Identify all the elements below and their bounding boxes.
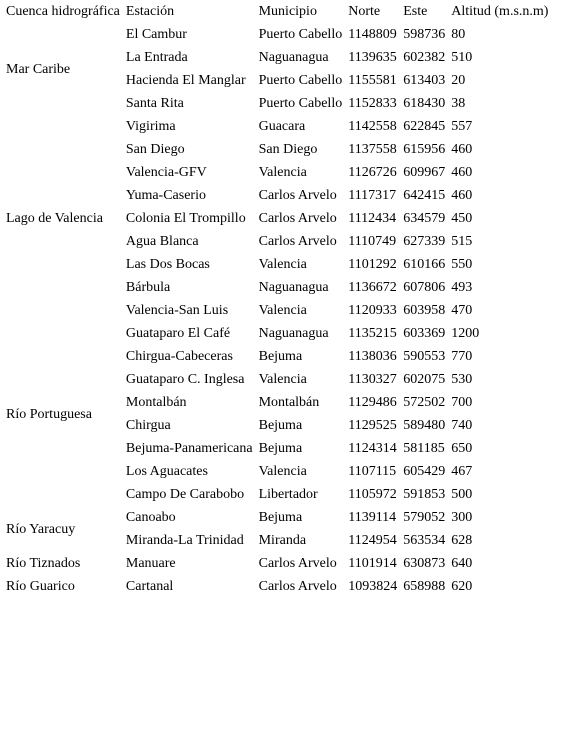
altitude-cell: 38: [451, 96, 466, 111]
municipality-cell: Valencia: [258, 165, 307, 180]
municipality-cell: Puerto Cabello: [258, 27, 343, 42]
table-row: [3, 506, 551, 529]
north-cell: 1101914: [348, 556, 397, 571]
basin-cell: Río Guarico: [6, 579, 75, 594]
basin-cell: Lago de Valencia: [6, 211, 103, 226]
east-cell: 615956: [403, 142, 446, 157]
station-cell: Manuare: [125, 556, 176, 571]
station-cell: Chirgua-Cabeceras: [125, 349, 233, 364]
station-cell: Campo De Carabobo: [125, 487, 245, 502]
east-cell: 572502: [403, 395, 446, 410]
station-cell: Los Aguacates: [125, 464, 208, 479]
north-cell: 1139114: [348, 510, 397, 525]
north-cell: 1152833: [348, 96, 397, 111]
basin-cell: Mar Caribe: [6, 61, 71, 77]
header-north: Norte: [348, 4, 381, 19]
east-cell: 607806: [403, 280, 446, 295]
station-cell: San Diego: [125, 142, 185, 157]
station-cell: Canoabo: [125, 510, 176, 525]
east-cell: 589480: [403, 418, 446, 433]
municipality-cell: Libertador: [258, 487, 318, 502]
table-row: [3, 575, 551, 598]
basin-cell: Río Yaracuy: [6, 521, 76, 537]
header-municipality: Municipio: [258, 4, 317, 19]
header-station: Estación: [125, 4, 175, 19]
municipality-cell: Bejuma: [258, 441, 303, 456]
station-cell: Valencia-GFV: [125, 165, 207, 180]
east-cell: 598736: [403, 27, 446, 42]
north-cell: 1138036: [348, 349, 397, 364]
north-cell: 1093824: [348, 579, 398, 594]
east-cell: 634579: [403, 211, 446, 226]
north-cell: 1137558: [348, 142, 397, 157]
east-cell: 605429: [403, 464, 446, 479]
municipality-cell: Carlos Arvelo: [258, 211, 337, 226]
municipality-cell: Puerto Cabello: [258, 73, 343, 88]
municipality-cell: Valencia: [258, 372, 307, 387]
municipality-cell: Valencia: [258, 464, 307, 479]
header-basin: Cuenca hidrográfica: [6, 4, 120, 19]
altitude-cell: 510: [451, 50, 473, 65]
basin-cell: Río Tiznados: [6, 556, 81, 571]
altitude-cell: 557: [451, 119, 473, 134]
north-cell: 1107115: [348, 464, 397, 479]
north-cell: 1148809: [348, 27, 397, 42]
stations-table: [3, 0, 551, 598]
north-cell: 1142558: [348, 119, 397, 134]
station-cell: Guataparo C. Inglesa: [125, 372, 245, 387]
north-cell: 1126726: [348, 165, 397, 180]
station-cell: Las Dos Bocas: [125, 257, 210, 272]
altitude-cell: 493: [451, 280, 473, 295]
east-cell: 609967: [403, 165, 446, 180]
municipality-cell: Guacara: [258, 119, 306, 134]
header-altitude: Altitud (m.s.n.m): [451, 4, 549, 19]
municipality-cell: Bejuma: [258, 349, 303, 364]
altitude-cell: 500: [451, 487, 473, 502]
municipality-cell: San Diego: [258, 142, 318, 157]
east-cell: 627339: [403, 234, 446, 249]
altitude-cell: 700: [451, 395, 473, 410]
header-east: Este: [403, 4, 428, 19]
altitude-cell: 1200: [451, 326, 480, 341]
altitude-cell: 450: [451, 211, 473, 226]
altitude-cell: 20: [451, 73, 466, 88]
east-cell: 602382: [403, 50, 446, 65]
altitude-cell: 628: [451, 533, 473, 548]
altitude-cell: 640: [451, 556, 473, 571]
municipality-cell: Naguanagua: [258, 326, 329, 341]
north-cell: 1124954: [348, 533, 397, 548]
east-cell: 610166: [403, 257, 446, 272]
station-cell: Montalbán: [125, 395, 187, 410]
station-cell: Cartanal: [125, 579, 174, 594]
north-cell: 1155581: [348, 73, 397, 88]
altitude-cell: 650: [451, 441, 473, 456]
station-cell: Miranda-La Trinidad: [125, 533, 244, 548]
municipality-cell: Puerto Cabello: [258, 96, 343, 111]
altitude-cell: 470: [451, 303, 473, 318]
east-cell: 603369: [403, 326, 446, 341]
station-cell: Santa Rita: [125, 96, 184, 111]
altitude-cell: 460: [451, 165, 473, 180]
table-row: [3, 23, 551, 46]
east-cell: 591853: [403, 487, 446, 502]
north-cell: 1136672: [348, 280, 397, 295]
altitude-cell: 740: [451, 418, 473, 433]
station-cell: Vigirima: [125, 119, 176, 134]
north-cell: 1110749: [348, 234, 397, 249]
table-body: [3, 23, 551, 598]
north-cell: 1139635: [348, 50, 397, 65]
east-cell: 563534: [403, 533, 446, 548]
header-row: [3, 0, 551, 23]
east-cell: 642415: [403, 188, 446, 203]
altitude-cell: 300: [451, 510, 473, 525]
municipality-cell: Carlos Arvelo: [258, 579, 337, 594]
north-cell: 1129486: [348, 395, 397, 410]
station-cell: La Entrada: [125, 50, 188, 65]
municipality-cell: Bejuma: [258, 510, 303, 525]
altitude-cell: 530: [451, 372, 473, 387]
north-cell: 1120933: [348, 303, 397, 318]
altitude-cell: 467: [451, 464, 473, 479]
altitude-cell: 515: [451, 234, 473, 249]
municipality-cell: Carlos Arvelo: [258, 556, 337, 571]
municipality-cell: Carlos Arvelo: [258, 234, 337, 249]
east-cell: 603958: [403, 303, 446, 318]
basin-cell: Río Portuguesa: [6, 406, 92, 422]
east-cell: 602075: [403, 372, 446, 387]
station-cell: Chirgua: [125, 418, 171, 433]
north-cell: 1117317: [348, 188, 397, 203]
municipality-cell: Valencia: [258, 257, 307, 272]
station-cell: Valencia-San Luis: [125, 303, 229, 318]
east-cell: 618430: [403, 96, 446, 111]
table-row: [3, 552, 551, 575]
municipality-cell: Montalbán: [258, 395, 320, 410]
municipality-cell: Carlos Arvelo: [258, 188, 337, 203]
east-cell: 581185: [403, 441, 445, 456]
station-cell: Hacienda El Manglar: [125, 73, 246, 88]
altitude-cell: 770: [451, 349, 473, 364]
east-cell: 658988: [403, 579, 446, 594]
altitude-cell: 80: [451, 27, 466, 42]
altitude-cell: 620: [451, 579, 473, 594]
east-cell: 579052: [403, 510, 446, 525]
municipality-cell: Naguanagua: [258, 50, 329, 65]
north-cell: 1130327: [348, 372, 397, 387]
altitude-cell: 460: [451, 188, 473, 203]
municipality-cell: Naguanagua: [258, 280, 329, 295]
table-row: [3, 322, 551, 345]
station-cell: Agua Blanca: [125, 234, 199, 249]
altitude-cell: 550: [451, 257, 473, 272]
station-cell: El Cambur: [125, 27, 187, 42]
municipality-cell: Miranda: [258, 533, 307, 548]
altitude-cell: 460: [451, 142, 473, 157]
north-cell: 1124314: [348, 441, 397, 456]
north-cell: 1129525: [348, 418, 397, 433]
municipality-cell: Valencia: [258, 303, 307, 318]
station-cell: Yuma-Caserio: [125, 188, 206, 203]
east-cell: 630873: [403, 556, 446, 571]
municipality-cell: Bejuma: [258, 418, 303, 433]
station-cell: Bárbula: [125, 280, 171, 295]
east-cell: 590553: [403, 349, 446, 364]
north-cell: 1101292: [348, 257, 397, 272]
east-cell: 622845: [403, 119, 446, 134]
table-row: [3, 115, 551, 138]
north-cell: 1112434: [348, 211, 397, 226]
station-cell: Colonia El Trompillo: [125, 211, 246, 226]
north-cell: 1135215: [348, 326, 397, 341]
north-cell: 1105972: [348, 487, 397, 502]
station-cell: Bejuma-Panamericana: [125, 441, 253, 456]
east-cell: 613403: [403, 73, 446, 88]
station-cell: Guataparo El Café: [125, 326, 231, 341]
